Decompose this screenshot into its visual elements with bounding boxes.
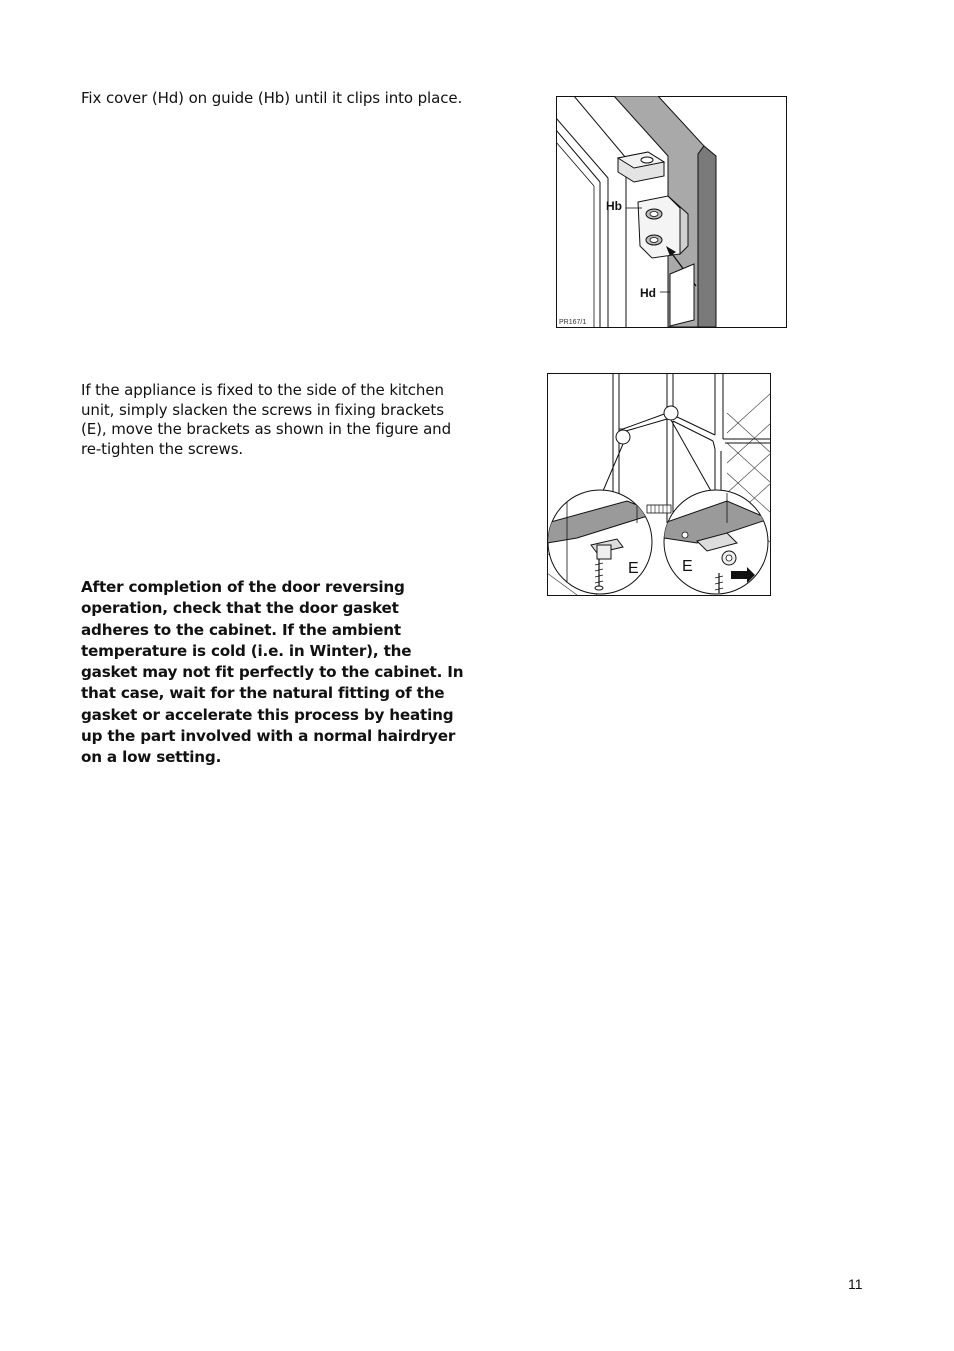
label-bracket-left: E — [628, 560, 639, 577]
figure-cover-guide-drawing — [556, 96, 787, 328]
figure-code: PR167/1 — [559, 319, 587, 326]
label-bracket-right: E — [682, 558, 693, 575]
label-guide-hb: Hb — [606, 199, 622, 213]
label-cover-hd: Hd — [640, 286, 656, 300]
figure-cover-guide — [556, 96, 787, 328]
paragraph-brackets: If the appliance is fixed to the side of the kitchen unit, simply slacken the screws in fixing brackets (E), move the brackets as shown in the figure and re-tighten the screws. — [81, 381, 452, 458]
figure-fixing-brackets-drawing — [547, 373, 771, 596]
paragraph-warning: After completion of the door reversing operation, check that the door gasket adheres to the cabinet. If the ambient temperature is cold (i.e. in Winter), the gasket may not fit perfectly to the cabinet. In that case, wait for the natural fitting of the gasket or accelerate this process by heating up the part involved with a normal hairdryer on a low setting. — [81, 578, 464, 767]
paragraph-fix-cover: Fix cover (Hd) on guide (Hb) until it clips into place. — [81, 89, 463, 107]
page-number: 11 — [848, 1276, 863, 1292]
figure-fixing-brackets — [547, 373, 771, 596]
